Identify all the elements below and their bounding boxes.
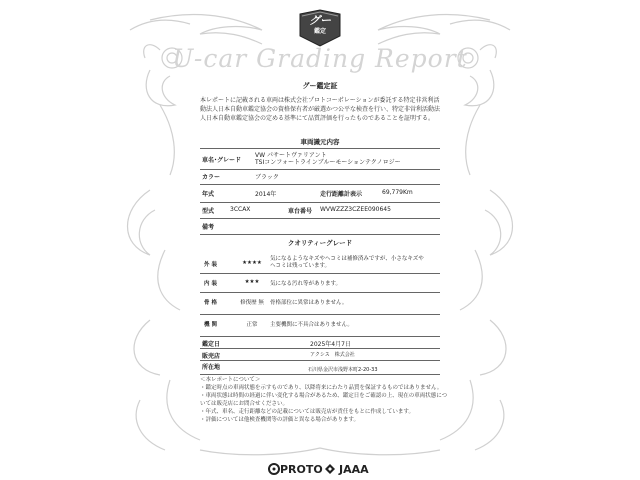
- remarks-row: [200, 218, 440, 235]
- grade-text-line1: 気になるようなキズやヘコミは補修済みですが、小さなキズや: [270, 256, 424, 262]
- dealer-label: 販売店: [202, 353, 221, 360]
- vehicle-name-line2: TSIコンフォートラインブルーモーションテクノロジー: [255, 159, 401, 166]
- grade-rating: ★★★: [244, 279, 260, 285]
- note-item: ・車両状態は時間の経過に伴い変化する場合があるため、鑑定日をご確認の上、現在の車両状態については販売店にお問合せください。: [200, 393, 448, 407]
- jaaa-logo-icon: [324, 463, 336, 475]
- grade-label: 機関: [204, 322, 220, 328]
- grade-rating: ★★★★: [242, 260, 262, 266]
- address-label: 所在地: [202, 364, 221, 371]
- model-label: 型式: [202, 208, 215, 215]
- badge-subtitle: 鑑定: [313, 28, 326, 35]
- grade-row-interior: [200, 273, 440, 293]
- grade-label: 外装: [204, 262, 220, 268]
- vehicle-name-label: 車名･グレード: [202, 157, 242, 164]
- grade-rating: 正常: [246, 322, 258, 328]
- notes-heading: ＜本レポートについて＞: [200, 377, 261, 383]
- grade-text-line1: 主要機関に不具合はありません。: [270, 322, 353, 328]
- color-label: カラー: [202, 174, 221, 181]
- report-title: U-car Grading Report: [172, 44, 468, 73]
- model-row: [200, 202, 440, 219]
- chassis-label: 車台番号: [288, 208, 313, 215]
- vehicle-section-title: 車両識元内容: [300, 138, 340, 146]
- note-item: ・鑑定時点の車両状態を示すものであり、以降将来にわたり品質を保証するものではありません。: [200, 385, 443, 391]
- grade-row-frame: [200, 292, 440, 315]
- grade-row-exterior: [200, 254, 440, 274]
- dealer-value: アクシス 株式会社: [310, 352, 355, 358]
- color-row: [200, 168, 440, 185]
- quality-section-title: クオリティーグレード: [287, 239, 353, 247]
- year-value: 2014年: [255, 191, 277, 198]
- vehicle-name-row: [200, 148, 440, 170]
- chassis-value: WVWZZZ3CZEE090645: [320, 206, 391, 213]
- jaaa-logo: JAAA: [339, 463, 369, 476]
- grade-label: 骨格: [204, 300, 220, 306]
- mileage-label: 走行距離計表示: [320, 191, 363, 198]
- grade-text-line1: 気になる汚れ等があります。: [270, 281, 342, 287]
- vehicle-name-line1: VW パサートヴァリアント: [255, 152, 327, 159]
- color-value: ブラック: [255, 174, 279, 181]
- proto-logo-icon: [268, 463, 280, 475]
- address-value: 石川県金沢市浅野本町2-20-33: [308, 367, 378, 373]
- date-value: 2025年4月7日: [310, 341, 351, 348]
- date-label: 鑑定日: [202, 341, 221, 348]
- certificate-title: グー鑑定証: [302, 82, 338, 90]
- grade-rating: 修復歴 無: [240, 300, 264, 306]
- model-value: 3CCAX: [230, 206, 251, 213]
- year-row: [200, 184, 440, 203]
- grade-row-engine: [200, 314, 440, 337]
- badge-brand: グー: [309, 14, 331, 27]
- grade-text-line2: ヘコミは残っています。: [270, 263, 331, 269]
- grade-text-line1: 骨格部位に異常はありません。: [270, 300, 348, 306]
- note-item: ・年式、車名、走行距離などの記載については販売店が責任をもとに作成しています。: [200, 409, 414, 415]
- grade-label: 内装: [204, 281, 220, 287]
- note-item: ・評価については他検査機関等の評価と異なる場合があります。: [200, 417, 359, 423]
- year-label: 年式: [202, 191, 215, 198]
- address-row: [200, 360, 440, 375]
- proto-logo: PROTO: [280, 463, 323, 476]
- mileage-value: 69,779Km: [382, 189, 413, 196]
- remarks-label: 備考: [202, 224, 215, 231]
- intro-text: 本レポートに記載される車両は株式会社プロトコーポレーションが委託する特定非営利活動法人日本自動車鑑定協会の資格保有者が厳選かつ公平な検査を行い、特定非営利活動法人日本自動車鑑定協会の定める基準にて品質評価を行ったものであることを証明する。: [200, 97, 441, 122]
- notes-section: [200, 376, 450, 424]
